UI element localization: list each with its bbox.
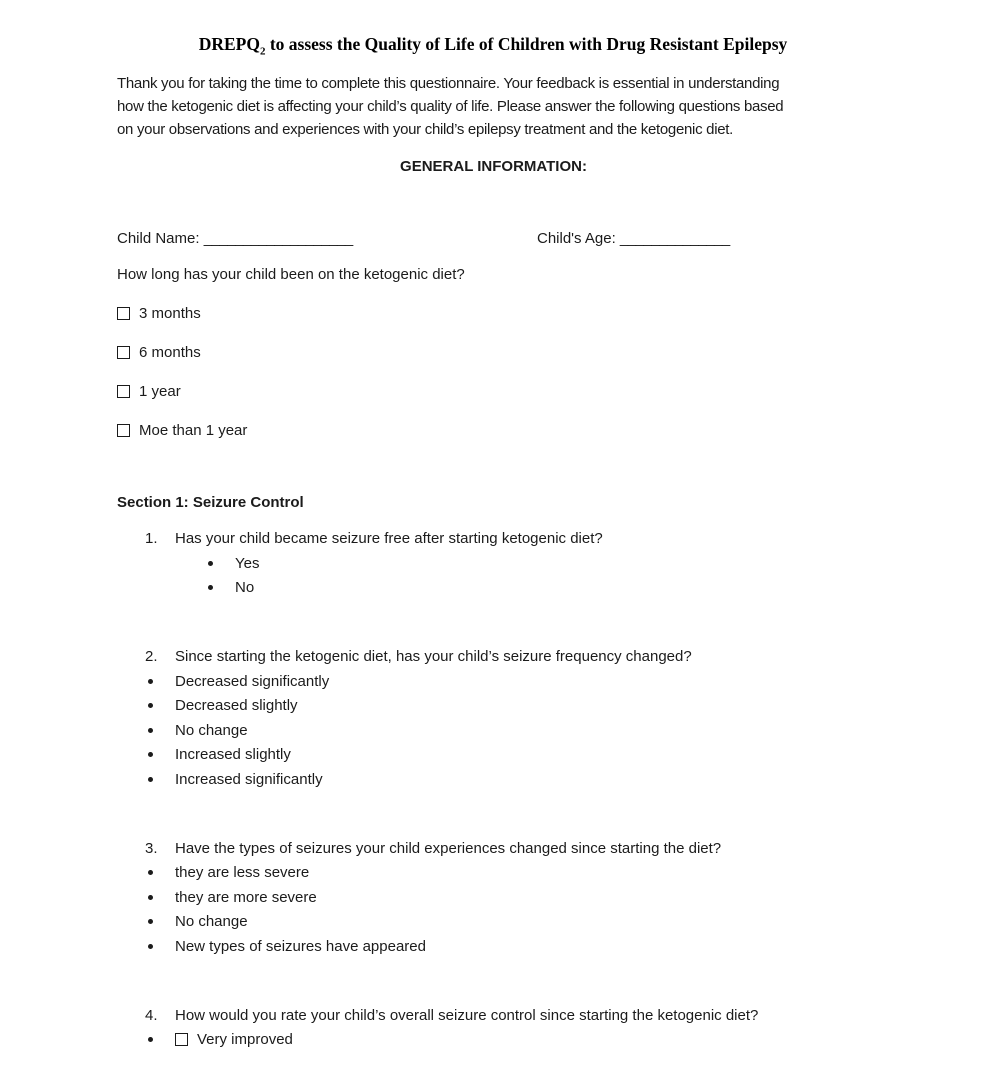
duration-option-label: Moe than 1 year xyxy=(139,422,248,439)
answer-option-label: Very improved xyxy=(197,1031,293,1048)
child-age-field xyxy=(537,230,730,247)
duration-option-1-year[interactable] xyxy=(117,382,886,401)
answer-option[interactable] xyxy=(117,672,886,691)
question-3 xyxy=(117,839,886,956)
answer-option[interactable] xyxy=(117,937,886,956)
name-age-row xyxy=(117,230,886,250)
intro-line: on your observations and experiences with your child’s epilepsy treatment and the ketogenic diet. xyxy=(117,121,734,138)
intro-paragraph xyxy=(117,72,886,141)
answer-option-label: Decreased significantly xyxy=(175,672,330,690)
answer-option-label: No change xyxy=(175,913,248,930)
section-1-heading: Section 1: Seizure Control xyxy=(117,494,304,511)
answer-option-label: No xyxy=(235,579,255,596)
question-1 xyxy=(117,529,886,597)
question-number: 1. xyxy=(145,530,158,547)
answer-option[interactable] xyxy=(117,888,886,907)
checkbox-icon[interactable] xyxy=(117,385,130,398)
bullet-icon xyxy=(145,721,175,740)
answer-option[interactable] xyxy=(117,770,886,789)
bullet-icon xyxy=(145,1030,175,1049)
duration-options-list xyxy=(117,304,886,440)
bullet-icon xyxy=(145,745,175,764)
bullet-icon xyxy=(145,937,175,956)
answer-option-label: Yes xyxy=(235,554,260,572)
bullet-icon xyxy=(145,863,175,882)
duration-option-label: 3 months xyxy=(139,305,201,322)
general-information-heading: GENERAL INFORMATION: xyxy=(400,158,587,175)
duration-option-label: 6 months xyxy=(139,344,201,361)
answer-option[interactable] xyxy=(117,721,886,740)
bullet-icon xyxy=(145,696,175,715)
answer-option-label: Decreased slightly xyxy=(175,697,298,714)
question-text: Has your child became seizure free after starting ketogenic diet? xyxy=(175,530,603,547)
checkbox-icon[interactable] xyxy=(117,424,130,437)
checkbox-icon[interactable] xyxy=(117,307,130,320)
question-text: Since starting the ketogenic diet, has your child’s seizure frequency changed? xyxy=(175,648,692,665)
answer-option[interactable] xyxy=(117,745,886,764)
bullet-icon xyxy=(145,770,175,789)
answer-option-label: Increased slightly xyxy=(175,746,291,763)
question-text: Have the types of seizures your child experiences changed since starting the diet? xyxy=(175,839,722,857)
duration-option-3-months[interactable] xyxy=(117,304,886,323)
child-age-label: Child's Age: xyxy=(537,230,616,247)
answer-option-label: No change xyxy=(175,721,248,739)
answer-option-yes[interactable] xyxy=(117,554,886,573)
checkbox-icon[interactable] xyxy=(175,1033,188,1046)
child-age-blank[interactable]: ______________ xyxy=(619,230,730,247)
duration-option-6-months[interactable] xyxy=(117,343,886,362)
checkbox-icon[interactable] xyxy=(117,346,130,359)
question-4 xyxy=(117,1006,886,1050)
question-text: How would you rate your child’s overall seizure control since starting the ketogenic diet? xyxy=(175,1006,759,1024)
child-name-label: Child Name: xyxy=(117,230,200,247)
duration-question: How long has your child been on the ketogenic diet? xyxy=(117,266,465,283)
answer-option[interactable] xyxy=(117,863,886,882)
answer-option-label: they are less severe xyxy=(175,864,310,881)
answer-option[interactable] xyxy=(117,912,886,931)
intro-line: how the ketogenic diet is affecting your child’s quality of life. Please answer the following questions based xyxy=(117,98,784,115)
duration-option-label: 1 year xyxy=(139,383,181,400)
title-suffix: to assess the Quality of Life of Children with Drug Resistant Epilepsy xyxy=(265,34,788,54)
child-name-blank[interactable]: ___________________ xyxy=(203,230,353,247)
question-number: 2. xyxy=(145,648,158,665)
document-title xyxy=(0,0,986,58)
question-2 xyxy=(117,647,886,789)
bullet-icon xyxy=(145,888,175,907)
bullet-icon xyxy=(205,578,235,597)
intro-line: Thank you for taking the time to complete this questionnaire. Your feedback is essential in understanding xyxy=(117,75,780,92)
duration-option-more-than-1-year[interactable] xyxy=(117,421,886,440)
bullet-icon xyxy=(145,672,175,691)
answer-option-label: they are more severe xyxy=(175,888,317,906)
bullet-icon xyxy=(145,912,175,931)
answer-option-label: New types of seizures have appeared xyxy=(175,937,426,955)
title-subscript: 2 xyxy=(259,45,266,58)
answer-option[interactable] xyxy=(117,1030,886,1049)
answer-option-no[interactable] xyxy=(117,578,886,597)
question-number: 4. xyxy=(145,1006,158,1024)
answer-option-label: Increased significantly xyxy=(175,770,323,788)
bullet-icon xyxy=(205,554,235,573)
question-number: 3. xyxy=(145,839,158,857)
answer-option[interactable] xyxy=(117,696,886,715)
title-prefix: DREPQ xyxy=(198,34,260,54)
